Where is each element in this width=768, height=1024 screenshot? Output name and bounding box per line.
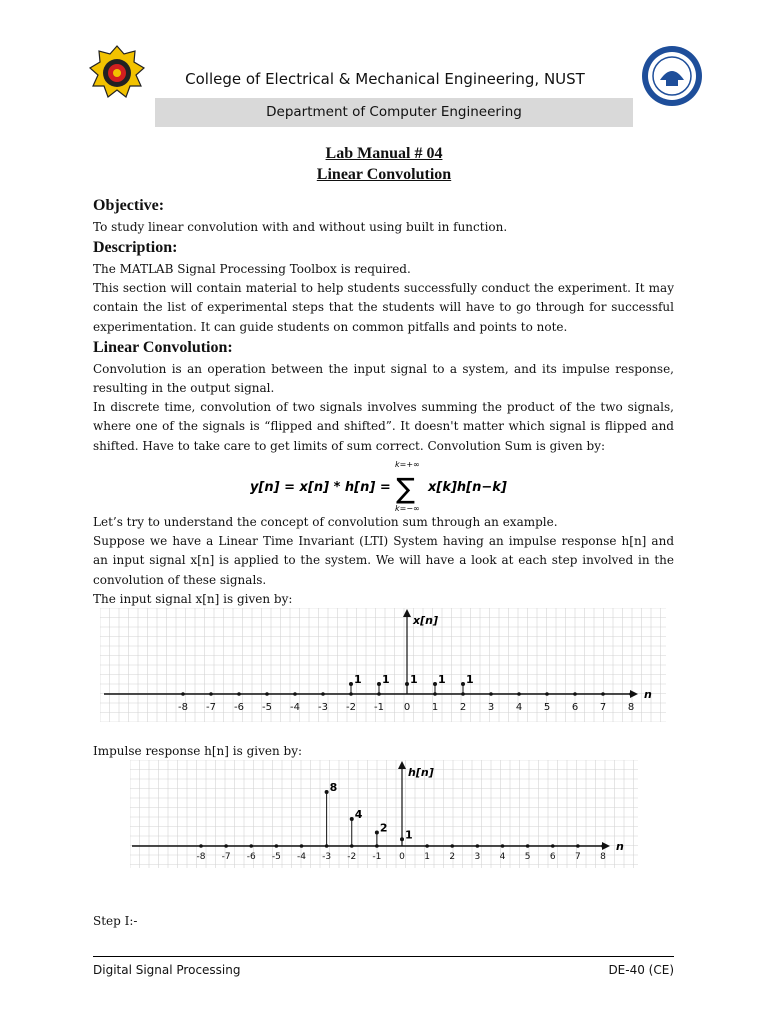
formula-lower-limit: k=−∞	[395, 504, 420, 513]
stem-value-label: 1	[410, 673, 418, 686]
tick-label: 0	[399, 852, 405, 862]
formula-sigma: ∑	[396, 472, 415, 505]
tick-label: -1	[372, 852, 382, 862]
linear-p1: Convolution is an operation between the input signal to a system, and its impulse response, resulting in the output signal.	[93, 362, 674, 396]
tick-dot	[576, 844, 580, 848]
tick-dot	[573, 692, 577, 696]
tick-dot	[489, 692, 493, 696]
tick-label: -8	[196, 852, 206, 862]
tick-dot	[181, 692, 185, 696]
tick-dot	[224, 844, 228, 848]
tick-label: 7	[575, 852, 581, 862]
stem-value-label: 1	[466, 673, 474, 686]
tick-dot	[199, 844, 203, 848]
tick-label: -5	[262, 702, 272, 713]
tick-dot	[275, 844, 279, 848]
footer-course: Digital Signal Processing	[93, 963, 241, 977]
tick-label: -1	[374, 702, 384, 713]
objective-heading: Objective:	[93, 197, 165, 214]
tick-label: 6	[549, 852, 556, 862]
tick-label: 5	[543, 702, 551, 713]
department-banner: Department of Computer Engineering	[155, 98, 633, 127]
college-crest-logo	[88, 44, 146, 102]
tick-dot	[300, 844, 304, 848]
tick-label: -6	[246, 852, 256, 862]
description-p1: The MATLAB Signal Processing Toolbox is required.	[93, 262, 411, 276]
linear-p4: Suppose we have a Linear Time Invariant (LTI) System having an impulse response h[n] and an input signal x[n] is applied to the system. We will have a look at each step involved in the convolution of these signals.	[93, 534, 674, 587]
tick-label: -3	[322, 852, 332, 862]
tick-label: 6	[571, 702, 579, 713]
convolution-sum-formula	[240, 458, 540, 514]
tick-label: -4	[297, 852, 306, 862]
tick-label: 3	[487, 702, 495, 713]
tick-label: 3	[474, 852, 481, 862]
input-signal-chart	[100, 608, 666, 722]
formula-upper-limit: k=+∞	[395, 460, 420, 469]
stem-point	[400, 837, 404, 841]
tick-label: 0	[403, 702, 411, 713]
stem-point	[375, 831, 379, 835]
tick-label: 4	[499, 852, 506, 862]
tick-dot	[321, 692, 325, 696]
tick-dot	[237, 692, 241, 696]
tick-label: 8	[600, 852, 606, 862]
tick-label: 1	[431, 702, 439, 713]
lab-manual-number: Lab Manual # 04	[325, 145, 443, 162]
chart-title: h[n]	[408, 766, 434, 779]
tick-label: -7	[221, 852, 231, 862]
tick-label: -5	[271, 852, 281, 862]
tick-dot	[249, 844, 253, 848]
x-axis-label: n	[644, 688, 652, 701]
formula-lhs: y[n] = x[n] * h[n] =	[250, 480, 391, 495]
college-name: College of Electrical & Mechanical Engineering, NUST	[185, 70, 585, 88]
tick-label: -7	[206, 702, 216, 713]
stem-value-label: 4	[354, 808, 363, 821]
formula-rhs: x[k]h[n−k]	[428, 480, 507, 495]
tick-label: -8	[178, 702, 188, 713]
tick-dot	[526, 844, 530, 848]
tick-label: 7	[599, 702, 607, 713]
linear-p5: The input signal x[n] is given by:	[93, 592, 293, 606]
tick-dot	[517, 692, 521, 696]
tick-dot	[601, 692, 605, 696]
tick-label: -2	[346, 702, 356, 713]
x-axis-label: n	[616, 840, 624, 853]
objective-text: To study linear convolution with and without using built in function.	[93, 220, 508, 234]
tick-dot	[293, 692, 297, 696]
tick-label: 4	[515, 702, 523, 713]
stem-point	[433, 682, 437, 686]
impulse-response-chart	[130, 760, 638, 868]
tick-label: 1	[424, 852, 430, 862]
stem-value-label: 1	[354, 673, 362, 686]
tick-dot	[425, 844, 429, 848]
tick-label: 2	[459, 702, 467, 713]
tick-label: 2	[449, 852, 456, 862]
tick-dot	[501, 844, 505, 848]
linear-p6: Impulse response h[n] is given by:	[93, 744, 303, 758]
description-heading: Description:	[93, 239, 178, 256]
tick-dot	[629, 692, 633, 696]
stem-value-label: 8	[329, 781, 338, 794]
stem-value-label: 1	[405, 828, 413, 842]
tick-dot	[209, 692, 213, 696]
tick-label: -3	[318, 702, 328, 713]
tick-label: 8	[627, 702, 635, 713]
stem-value-label: 2	[379, 821, 388, 835]
stem-value-label: 1	[382, 673, 390, 686]
tick-label: -6	[234, 702, 244, 713]
nust-seal-logo	[640, 44, 704, 108]
tick-label: -4	[290, 702, 300, 713]
linear-p3: Let’s try to understand the concept of convolution sum through an example.	[93, 515, 558, 529]
stem-point	[377, 682, 381, 686]
stem-point	[349, 682, 353, 686]
stem-point	[350, 817, 354, 821]
tick-label: -2	[347, 852, 357, 862]
tick-dot	[450, 844, 454, 848]
tick-dot	[601, 844, 605, 848]
stem-value-label: 1	[438, 673, 446, 686]
footer-code: DE-40 (CE)	[608, 963, 674, 977]
step-label: Step I:-	[93, 914, 138, 928]
linear-convolution-heading: Linear Convolution:	[93, 339, 233, 356]
tick-label: 5	[524, 852, 531, 862]
tick-dot	[545, 692, 549, 696]
chart-title: x[n]	[413, 614, 438, 627]
tick-dot	[476, 844, 480, 848]
linear-p2: In discrete time, convolution of two signals involves summing the product of the two signals, where one of the signals is “flipped and shifted”. It doesn't matter which signal is flipped and shifted. Have to take care to get limits of sum correct. Convolution Sum is given by:	[93, 400, 674, 453]
footer-divider	[93, 956, 674, 957]
description-p2: This section will contain material to help students successfully conduct the experiment. It may contain the list of experimental steps that the students will have to go through for successful experimentation. It can guide students on common pitfalls and points to note.	[93, 281, 674, 334]
stem-point	[325, 790, 329, 794]
lab-topic: Linear Convolution	[316, 166, 452, 183]
tick-dot	[551, 844, 555, 848]
stem-point	[405, 682, 409, 686]
stem-point	[461, 682, 465, 686]
tick-dot	[265, 692, 269, 696]
